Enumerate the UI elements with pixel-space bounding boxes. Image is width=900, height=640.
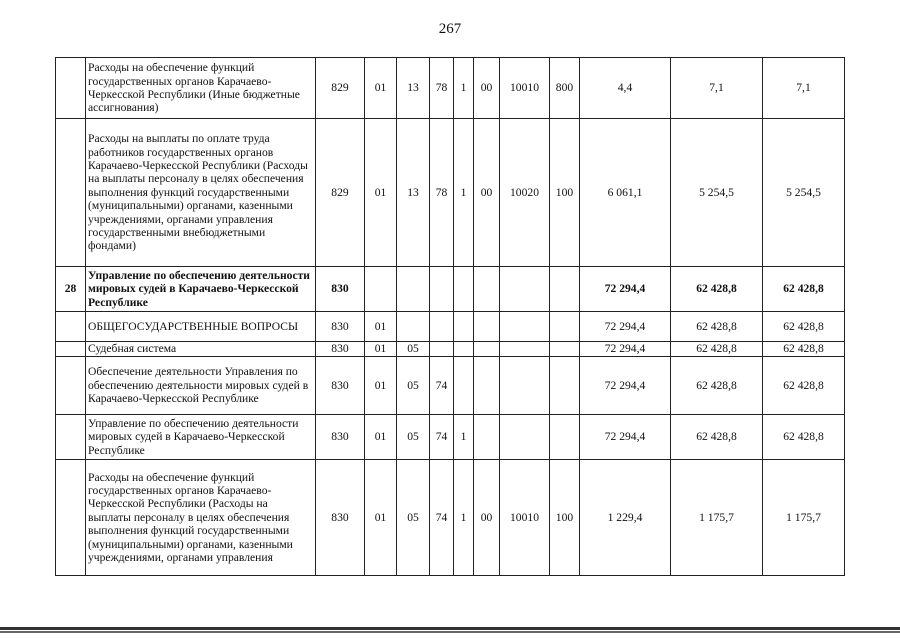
amount-year1: 4,4: [580, 58, 671, 119]
code-vr: [550, 357, 580, 415]
code-gr: 829: [316, 119, 365, 267]
code-p2: [454, 267, 474, 312]
row-name: Обеспечение деятельности Управления по обеспечению деятельности мировых судей в Карачаево-Черкесской Республике: [86, 357, 316, 415]
code-p4: [500, 312, 550, 342]
amount-year1: 72 294,4: [580, 357, 671, 415]
code-p3: 00: [474, 460, 500, 576]
row-number: [56, 119, 86, 267]
row-number: 28: [56, 267, 86, 312]
row-name: Расходы на выплаты по оплате труда работников государственных органов Карачаево-Черкесской Республики (Расходы на выплаты персоналу в целях обеспечения выполнения функций государственными (муниципальными) органами, казенными учреждениями, органами управления государственными внебюджетными фондами): [86, 119, 316, 267]
code-p3: [474, 312, 500, 342]
code-p1: 74: [430, 460, 454, 576]
amount-year2: 62 428,8: [671, 312, 763, 342]
table-row: [56, 342, 845, 357]
code-pr: 13: [397, 58, 430, 119]
amount-year1: 1 229,4: [580, 460, 671, 576]
code-p2: [454, 357, 474, 415]
code-p3: [474, 342, 500, 357]
code-vr: [550, 415, 580, 460]
code-gr: 830: [316, 460, 365, 576]
code-vr: 800: [550, 58, 580, 119]
row-name: Управление по обеспечению деятельности мировых судей в Карачаево-Черкесской Республике: [86, 267, 316, 312]
code-p2: 1: [454, 58, 474, 119]
amount-year1: 72 294,4: [580, 342, 671, 357]
code-p1: 74: [430, 357, 454, 415]
row-number: [56, 460, 86, 576]
code-p3: [474, 267, 500, 312]
code-p2: [454, 342, 474, 357]
amount-year2: 62 428,8: [671, 415, 763, 460]
code-p4: 10010: [500, 58, 550, 119]
code-p3: 00: [474, 58, 500, 119]
row-number: [56, 342, 86, 357]
amount-year3: 62 428,8: [763, 342, 845, 357]
amount-year1: 6 061,1: [580, 119, 671, 267]
table-row: [56, 460, 845, 576]
page-number: 267: [438, 21, 462, 37]
code-p4: 10020: [500, 119, 550, 267]
amount-year2: 62 428,8: [671, 342, 763, 357]
code-p4: [500, 342, 550, 357]
amount-year1: 72 294,4: [580, 415, 671, 460]
code-p2: 1: [454, 460, 474, 576]
scan-edge-shadow: [0, 631, 900, 633]
amount-year1: 72 294,4: [580, 267, 671, 312]
amount-year3: 62 428,8: [763, 312, 845, 342]
code-gr: 829: [316, 58, 365, 119]
code-rz: 01: [365, 460, 397, 576]
code-rz: 01: [365, 312, 397, 342]
code-p2: 1: [454, 119, 474, 267]
code-rz: [365, 267, 397, 312]
row-number: [56, 357, 86, 415]
code-p1: [430, 267, 454, 312]
amount-year1: 72 294,4: [580, 312, 671, 342]
row-number: [56, 312, 86, 342]
code-vr: 100: [550, 119, 580, 267]
code-pr: [397, 267, 430, 312]
code-p1: [430, 342, 454, 357]
amount-year2: 62 428,8: [671, 357, 763, 415]
code-p1: [430, 312, 454, 342]
code-pr: [397, 312, 430, 342]
code-p4: [500, 267, 550, 312]
code-rz: 01: [365, 58, 397, 119]
code-p4: [500, 357, 550, 415]
code-p4: 10010: [500, 460, 550, 576]
code-gr: 830: [316, 357, 365, 415]
code-p1: 74: [430, 415, 454, 460]
code-pr: 05: [397, 415, 430, 460]
code-vr: [550, 267, 580, 312]
row-number: [56, 415, 86, 460]
table-row: [56, 267, 845, 312]
code-gr: 830: [316, 267, 365, 312]
amount-year2: 7,1: [671, 58, 763, 119]
code-p1: 78: [430, 58, 454, 119]
code-pr: 05: [397, 460, 430, 576]
code-p2: [454, 312, 474, 342]
amount-year3: 62 428,8: [763, 267, 845, 312]
amount-year2: 1 175,7: [671, 460, 763, 576]
code-vr: [550, 342, 580, 357]
code-rz: 01: [365, 119, 397, 267]
code-p3: 00: [474, 119, 500, 267]
row-name: Управление по обеспечению деятельности мировых судей в Карачаево-Черкесской Республике: [86, 415, 316, 460]
code-rz: 01: [365, 415, 397, 460]
code-p2: 1: [454, 415, 474, 460]
code-vr: 100: [550, 460, 580, 576]
table-row: [56, 357, 845, 415]
amount-year3: 62 428,8: [763, 415, 845, 460]
code-pr: 05: [397, 357, 430, 415]
amount-year2: 62 428,8: [671, 267, 763, 312]
code-pr: 05: [397, 342, 430, 357]
row-name: Расходы на обеспечение функций государственных органов Карачаево-Черкесской Республики (Расходы на выплаты персоналу в целях обеспечения выполнения функций государственными (муниципальными) органами, казенными учреждениями, органами управления: [86, 460, 316, 576]
code-p4: [500, 415, 550, 460]
row-number: [56, 58, 86, 119]
code-rz: 01: [365, 342, 397, 357]
amount-year3: 7,1: [763, 58, 845, 119]
table-row: [56, 415, 845, 460]
code-pr: 13: [397, 119, 430, 267]
code-p1: 78: [430, 119, 454, 267]
amount-year3: 62 428,8: [763, 357, 845, 415]
code-p3: [474, 415, 500, 460]
table-row: [56, 119, 845, 267]
scan-edge-line: [0, 627, 900, 630]
code-gr: 830: [316, 415, 365, 460]
code-vr: [550, 312, 580, 342]
row-name: ОБЩЕГОСУДАРСТВЕННЫЕ ВОПРОСЫ: [86, 312, 316, 342]
table-row: [56, 58, 845, 119]
code-gr: 830: [316, 342, 365, 357]
budget-table: [55, 57, 845, 576]
amount-year2: 5 254,5: [671, 119, 763, 267]
code-rz: 01: [365, 357, 397, 415]
row-name: Расходы на обеспечение функций государственных органов Карачаево-Черкесской Республики (Иные бюджетные ассигнования): [86, 58, 316, 119]
row-name: Судебная система: [86, 342, 316, 357]
table-row: [56, 312, 845, 342]
amount-year3: 1 175,7: [763, 460, 845, 576]
amount-year3: 5 254,5: [763, 119, 845, 267]
code-gr: 830: [316, 312, 365, 342]
code-p3: [474, 357, 500, 415]
